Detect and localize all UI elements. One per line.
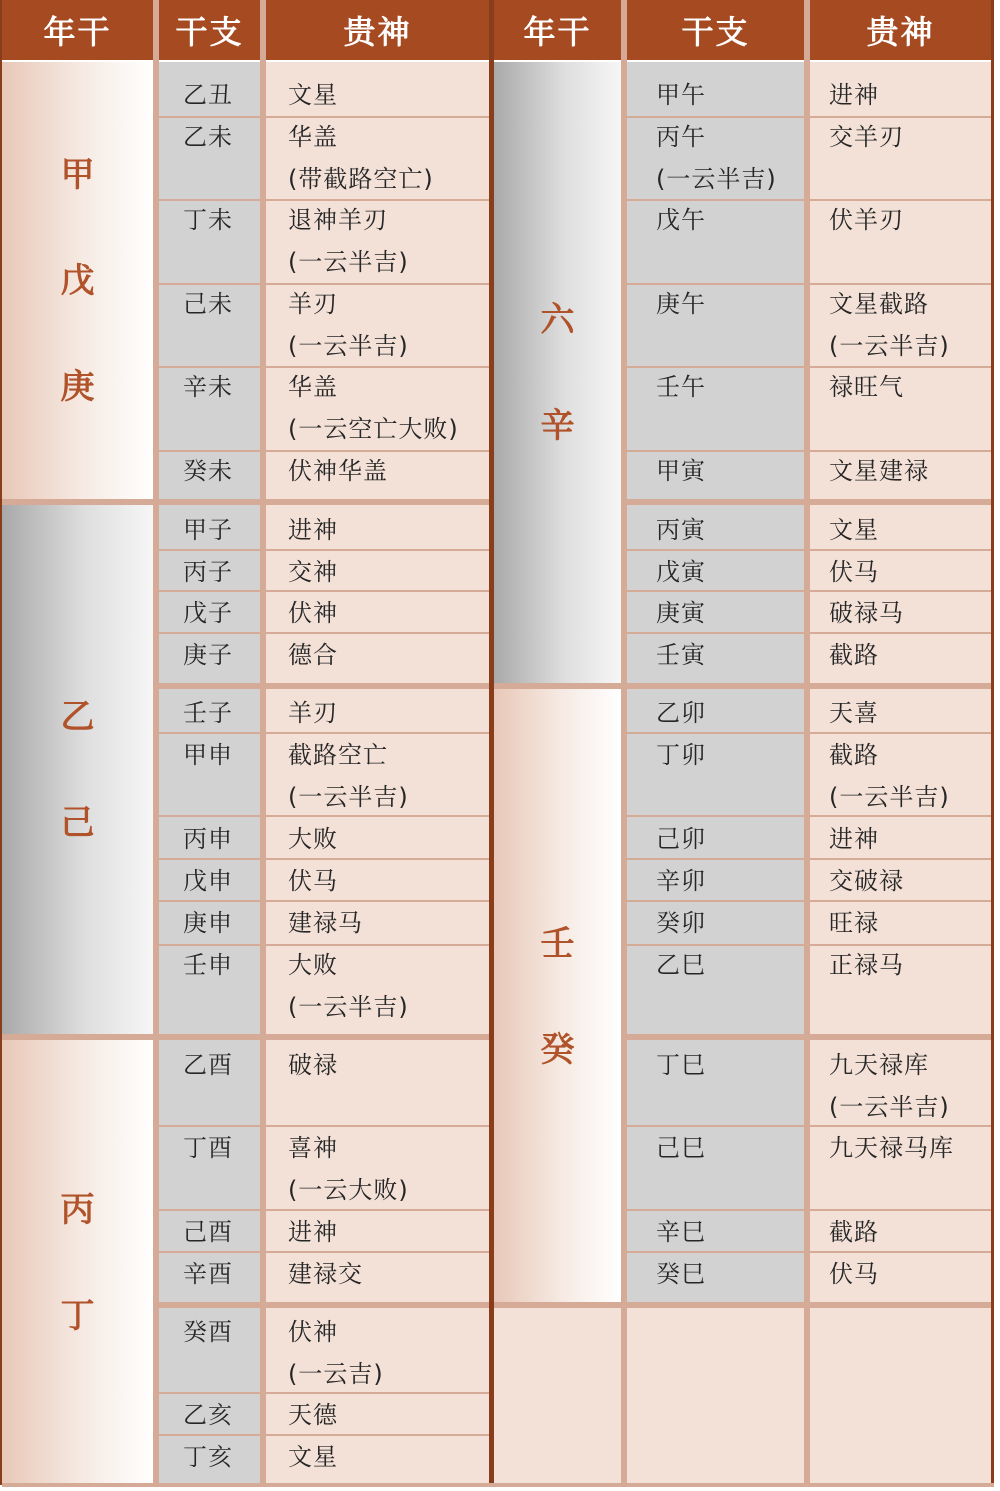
ganzhi-cell: 癸未 [183,457,233,485]
ganzhi-cell: 己巳 [656,1134,706,1162]
ganzhi-cell: 乙卯 [656,699,706,727]
row-separator [621,499,991,505]
guishen-cell: 九天禄库 (一云半吉) [829,1051,950,1121]
ganzhi-cell: 丁卯 [656,741,706,769]
stem-char: 戊 [60,260,95,301]
ganzhi-cell: 庚寅 [656,599,706,627]
ganzhi-cell: 壬申 [183,951,233,979]
header-gan-zhi: 干支 [159,0,260,60]
ganzhi-cell: 壬寅 [656,641,706,669]
stem-char: 丁 [60,1295,95,1336]
ganzhi-cell: 壬子 [183,699,233,727]
row-separator [621,683,991,689]
stem-char: 辛 [540,405,575,446]
ganzhi-cell: 丁未 [183,206,233,234]
guishen-cell: 德合 [288,641,338,669]
guishen-cell: 羊刃 (一云半吉) [288,290,409,360]
guishen-cell: 文星建禄 [829,457,929,485]
guishen-cell: 破禄 [288,1051,338,1079]
ganzhi-cell: 乙丑 [183,81,233,109]
guishen-cell: 伏马 [288,867,338,895]
stem-block-bing-ding [2,1040,153,1485]
guishen-cell: 破禄马 [829,599,904,627]
row-separator [153,1302,489,1308]
row-separator [153,1034,489,1040]
ganzhi-cell: 乙亥 [183,1401,233,1429]
ganzhi-cell: 戊寅 [656,558,706,586]
ganzhi-cell: 戊午 [656,206,706,234]
header-nian-gan: 年干 [2,0,153,60]
guishen-cell: 羊刃 [288,699,338,727]
guishen-cell: 天德 [288,1401,338,1429]
guishen-cell: 进神 [829,81,879,109]
guishen-cell: 伏神 [288,599,338,627]
ganzhi-cell: 甲子 [183,516,233,544]
header-gui-shen-right: 贵神 [810,0,991,60]
row-separator [153,683,489,689]
ganzhi-col-block [627,689,804,1304]
header-nian-gan-right: 年干 [494,0,621,60]
ganzhi-cell: 己酉 [183,1218,233,1246]
ganzhi-cell: 庚申 [183,909,233,937]
ganzhi-cell: 辛未 [183,373,233,401]
guishen-cell: 华盖 (一云空亡大败) [288,373,459,443]
row-separator [621,0,627,1485]
ganzhi-cell: 乙巳 [656,951,706,979]
guishen-cell: 文星 [288,81,338,109]
row-separator [494,683,621,689]
guishen-cell: 退神羊刃 (一云半吉) [288,206,409,276]
stem-block-liu-xin [494,62,621,683]
ganzhi-cell: 戊子 [183,599,233,627]
guishen-cell: 截路空亡 (一云半吉) [288,741,409,811]
stem-char: 丙 [60,1189,95,1230]
guishen-cell: 伏马 [829,558,879,586]
ganzhi-cell: 甲申 [183,741,233,769]
ganzhi-cell: 壬午 [656,373,706,401]
stem-char: 己 [60,802,95,843]
guishen-cell: 截路 [829,641,879,669]
guishen-cell: 伏羊刃 [829,206,904,234]
guishen-cell: 喜神 (一云大败) [288,1134,409,1204]
ganzhi-cell: 丙申 [183,825,233,853]
guishen-cell: 天喜 [829,699,879,727]
ganzhi-cell: 丁巳 [656,1051,706,1079]
guishen-cell: 建禄马 [288,909,363,937]
ganzhi-cell: 癸巳 [656,1260,706,1288]
guishen-cell: 大败 (一云半吉) [288,951,409,1021]
header-gui-shen: 贵神 [266,0,489,60]
row-separator [2,499,153,505]
guishen-cell: 旺禄 [829,909,879,937]
ganzhi-cell: 己未 [183,290,233,318]
guishen-cell: 华盖 (带截路空亡) [288,123,434,193]
ganzhi-cell: 丙午 (一云半吉) [656,123,777,193]
row-separator [153,499,489,505]
ganzhi-cell: 甲午 [656,81,706,109]
ganzhi-cell: 丙子 [183,558,233,586]
stem-char: 六 [540,299,575,340]
row-separator [2,1483,994,1487]
guishen-cell: 截路 [829,1218,879,1246]
guishen-cell: 建禄交 [288,1260,363,1288]
ganzhi-cell: 癸酉 [183,1318,233,1346]
row-separator [153,0,159,1485]
guishen-cell: 伏神 (一云吉) [288,1318,384,1388]
row-separator [260,0,266,1485]
ganzhi-cell: 辛巳 [656,1218,706,1246]
guishen-cell: 文星 [288,1443,338,1471]
ganzhi-cell: 辛酉 [183,1260,233,1288]
guishen-cell: 文星 [829,516,879,544]
stem-block-yi-ji [2,505,153,1034]
ganzhi-cell: 丁亥 [183,1443,233,1471]
ganzhi-cell: 乙酉 [183,1051,233,1079]
row-separator [494,1302,991,1308]
row-separator [621,1034,991,1040]
ganzhi-cell: 丁酉 [183,1134,233,1162]
stem-char: 乙 [60,696,95,737]
ganzhi-cell: 乙未 [183,123,233,151]
guishen-cell: 截路 (一云半吉) [829,741,950,811]
guishen-cell: 进神 [829,825,879,853]
guishen-cell: 禄旺气 [829,373,904,401]
guishen-cell: 九天禄马库 [829,1134,954,1162]
ganzhi-cell: 辛卯 [656,867,706,895]
row-separator [2,1034,153,1040]
ganzhi-cell: 戊申 [183,867,233,895]
guishen-cell: 交神 [288,558,338,586]
stem-char: 癸 [540,1029,575,1070]
guishen-cell: 伏神华盖 [288,457,388,485]
guishen-cell: 大败 [288,825,338,853]
guishen-cell: 进神 [288,516,338,544]
ganzhi-cell: 庚子 [183,641,233,669]
ganzhi-cell: 癸卯 [656,909,706,937]
empty-area [494,1307,991,1485]
stem-char: 壬 [540,923,575,964]
ganzhi-cell: 己卯 [656,825,706,853]
row-separator [804,0,810,1485]
guishen-cell: 正禄马 [829,951,904,979]
guishen-cell: 交羊刃 [829,123,904,151]
stem-block-jia-wu-geng [2,62,153,499]
guishen-cell: 文星截路 (一云半吉) [829,290,950,360]
stem-char: 甲 [60,154,95,195]
ganzhi-cell: 丙寅 [656,516,706,544]
guishen-cell: 伏马 [829,1260,879,1288]
header-gan-zhi-right: 干支 [627,0,804,60]
stem-char: 庚 [60,366,95,407]
ganzhi-cell: 甲寅 [656,457,706,485]
guishen-cell: 交破禄 [829,867,904,895]
guishen-cell: 进神 [288,1218,338,1246]
ganzhi-cell: 庚午 [656,290,706,318]
stem-block-ren-gui [494,689,621,1304]
right-border [991,0,994,1485]
